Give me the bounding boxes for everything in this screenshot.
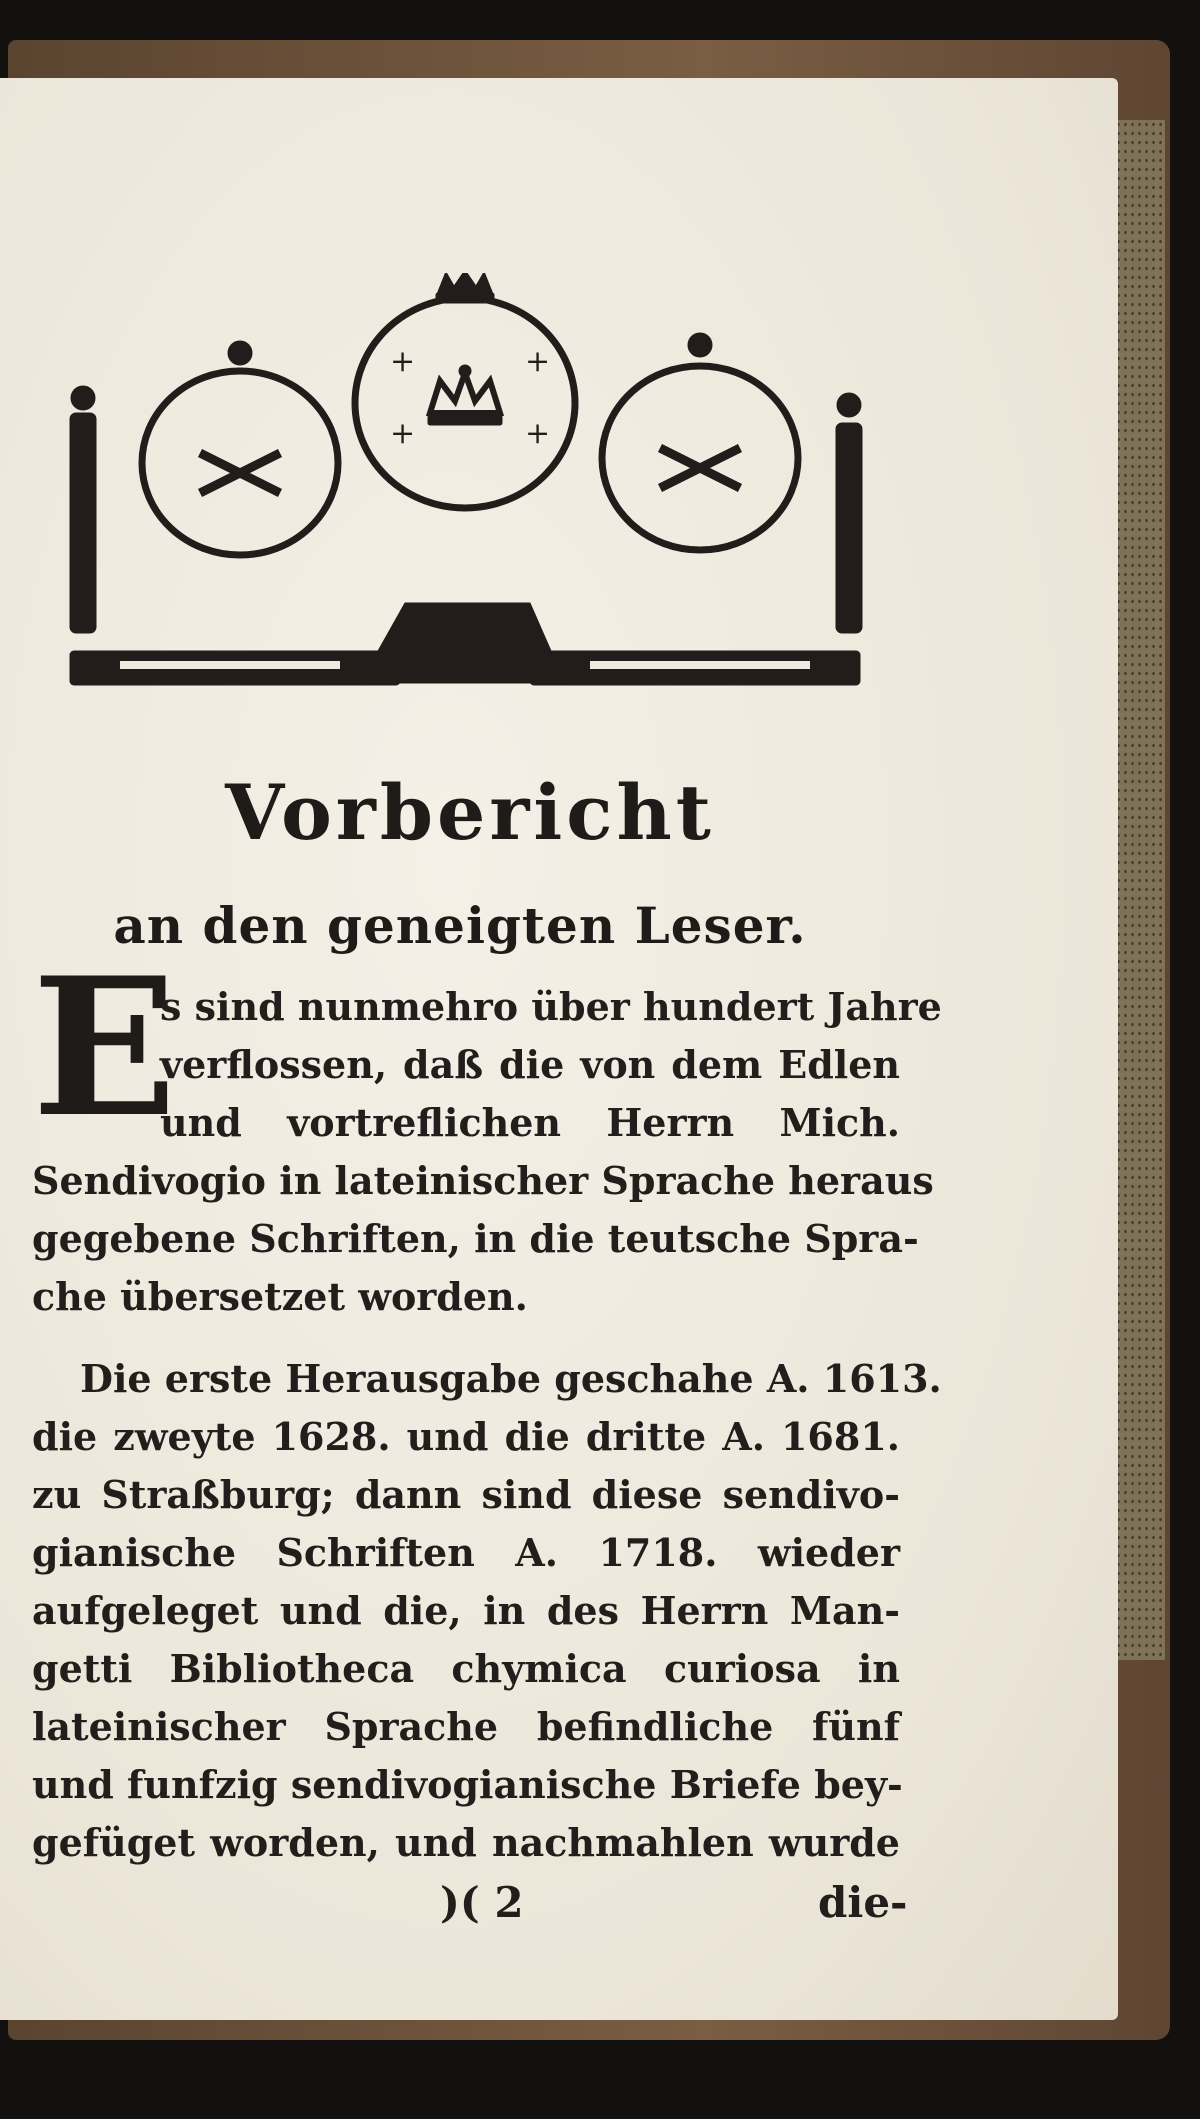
text-line: aufgeleget und die, in des Herrn Man- (32, 1588, 900, 1633)
wreath-right-icon (602, 366, 798, 550)
text-line: che übersetzet worden. (32, 1274, 528, 1319)
text-line: Die erste Herausgabe geschahe A. 1613. (80, 1356, 942, 1401)
signature-mark: )( 2 (440, 1878, 524, 1927)
text-line: gianische Schriften A. 1718. wieder (32, 1530, 900, 1575)
fleur-right-icon (688, 333, 712, 357)
svg-text:+: + (390, 416, 416, 451)
text-line: Sendivogio in lateinischer Sprache heraus (32, 1158, 934, 1203)
svg-text:+: + (525, 416, 551, 451)
wreath-left-icon (142, 371, 338, 555)
text-line: lateinischer Sprache befindliche fünf (32, 1704, 900, 1749)
svg-text:+: + (525, 344, 551, 379)
text-line: getti Bibliotheca chymica curiosa in (32, 1646, 900, 1691)
fleur-left-icon (228, 341, 252, 365)
page-title: Vorbericht (225, 768, 715, 857)
page-subtitle: an den geneigten Leser. (113, 896, 807, 955)
text-line: die zweyte 1628. und die dritte A. 1681. (32, 1414, 900, 1459)
svg-text:+: + (390, 344, 416, 379)
text-line: zu Straßburg; dann sind diese sendivo- (32, 1472, 900, 1517)
text-line: gefüget worden, und nachmahlen wurde (32, 1820, 900, 1865)
wreath-center-icon (355, 298, 575, 508)
pillar-right-icon (836, 393, 862, 633)
text-line: und vortreflichen Herrn Mich. (160, 1100, 900, 1145)
drop-cap: E (32, 936, 177, 1159)
ornament-base-icon (70, 603, 860, 685)
book-page (0, 78, 1118, 2020)
catchword: die- (818, 1878, 908, 1927)
decorative-vignette (60, 273, 870, 723)
crown-medallion-icon (390, 344, 550, 451)
text-line: und funfzig sendivogianische Briefe bey- (32, 1762, 903, 1807)
text-line: s sind nunmehro über hundert Jahre (160, 984, 942, 1029)
text-line: verflossen, daß die von dem Edlen (160, 1042, 900, 1087)
text-line: gegebene Schriften, in die teutsche Spra- (32, 1216, 919, 1261)
pillar-left-icon (70, 386, 96, 633)
